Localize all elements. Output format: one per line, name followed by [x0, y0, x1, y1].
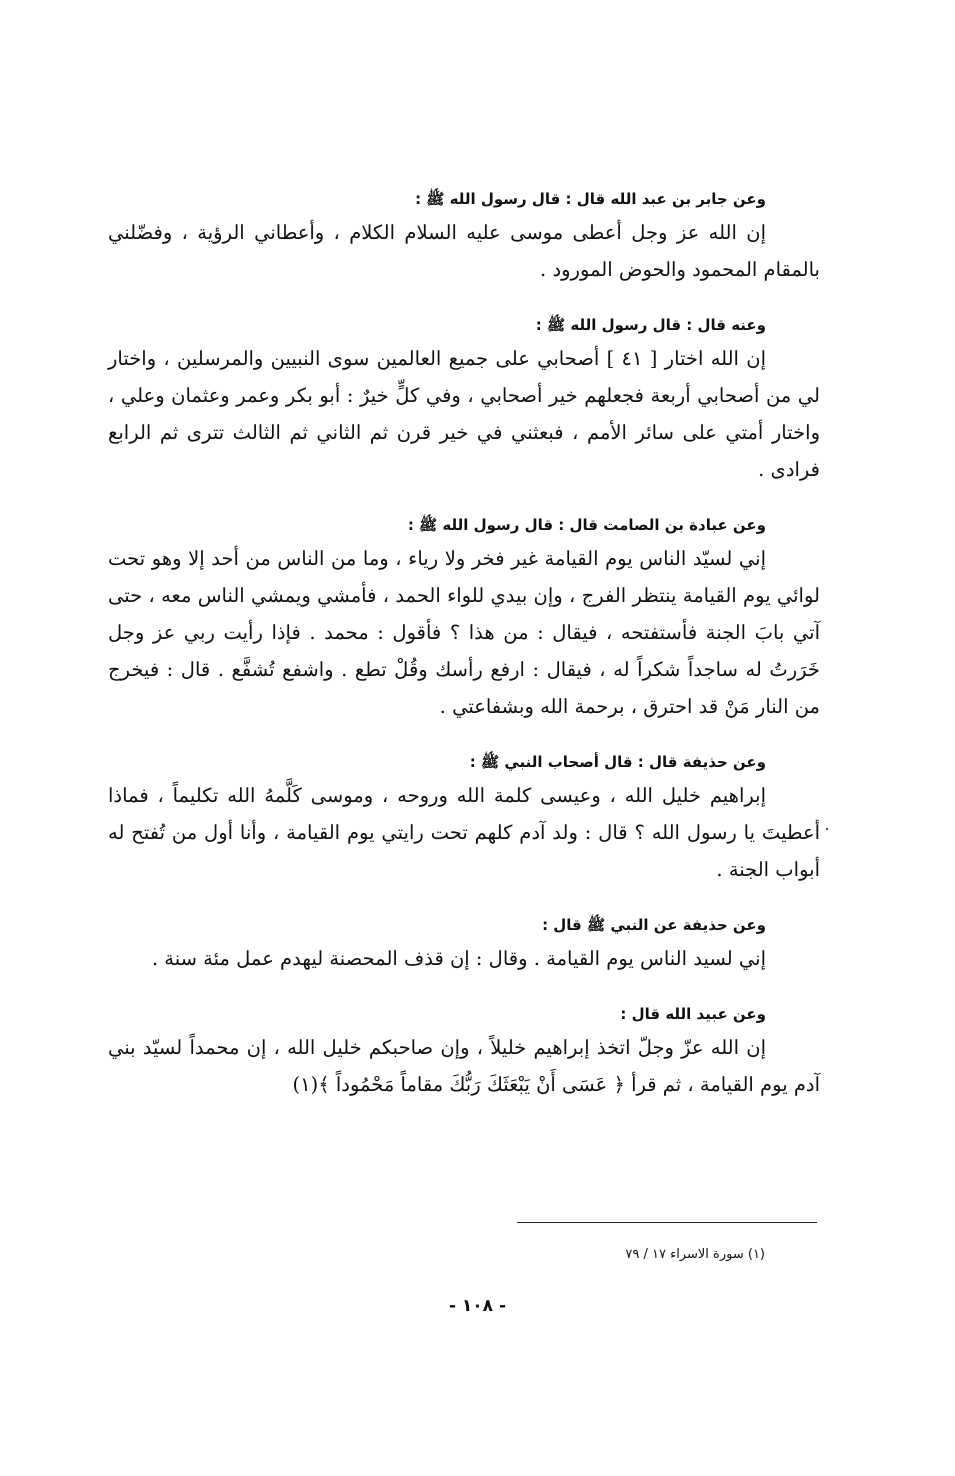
page-number: - ١٠٨ -	[448, 1296, 507, 1316]
hadith-5	[108, 914, 820, 977]
hadith-text: إبراهيم خليل الله ، وعيسى كلمة الله وروحه ، وموسى كَلَّمهُ الله تكليماً ، فماذا أعطيتَ يا رسول الله ؟ قال : ولد آدم كلهم تحت رايتي يوم القيامة ، وأنا أول من تُفتح له أبواب الجنة .	[108, 784, 820, 881]
hadith-4	[108, 751, 820, 888]
hadith-text: إن الله اختار [ ٤١ ] أصحابي على جميع العالمين سوى النبيين والمرسلين ، واختار لي من أصحابي أربعة فجعلهم خير أصحابي ، وفي كلٍّ خيرٌ : أبو بكر وعمر وعثمان وعلي ، واختار أمتي على سائر الأمم ، فبعثني في خير قرن ثم الثاني ثم الثالث تترى ثم الرابع فرادى .	[108, 347, 820, 481]
hadith-heading: وعن عبيد الله قال :	[620, 1005, 766, 1023]
footnote: (١) سورة الاسراء ١٧ / ٧٩	[625, 1247, 765, 1262]
hadith-heading: وعن جابر بن عبد الله قال : قال رسول الله ﷺ :	[415, 190, 766, 208]
footnote-divider	[517, 1222, 817, 1223]
hadith-heading: وعن عبادة بن الصامت قال : قال رسول الله ﷺ :	[407, 516, 766, 534]
hadith-1	[108, 188, 820, 288]
hadith-text: إني لسيّد الناس يوم القيامة غير فخر ولا رياء ، وما من الناس من أحد إلا وهو تحت لوائي يوم القيامة ينتظر الفرج ، وإن بيدي للواء الحمد ، فأمشي ويمشي الناس معه ، حتى آتي بابَ الجنة فأستفتحه ، فيقال : من هذا ؟ فأقول : محمد . فإذا رأيت ربي عز وجل خَرَرتُ له ساجداً شكراً له ، فيقال : ارفع رأسك وقُلْ تطع . واشفع تُشفَّع . قال : فيخرج من النار مَنْ قد احترق ، برحمة الله وبشفاعتي .	[108, 547, 820, 718]
hadith-3	[108, 514, 820, 725]
margin-speck	[826, 828, 828, 830]
hadith-2	[108, 314, 820, 488]
hadith-text: إني لسيد الناس يوم القيامة . وقال : إن قذف المحصنة ليهدم عمل مئة سنة .	[151, 947, 766, 970]
hadith-heading: وعن حذيفة قال : قال أصحاب النبي ﷺ :	[469, 753, 766, 771]
hadith-heading: وعنه قال : قال رسول الله ﷺ :	[535, 316, 766, 334]
hadith-heading: وعن حذيفة عن النبي ﷺ قال :	[542, 916, 766, 934]
hadith-text: إن الله عزّ وجلّ اتخذ إبراهيم خليلاً ، وإن صاحبكم خليل الله ، إن محمداً لسيّد بني آدم يوم القيامة ، ثم قرأ ﴿ عَسَى أَنْ يَبْعَثَكَ رَبُّكَ مقاماً مَحْمُوداً ﴾(١)	[108, 1036, 820, 1096]
hadith-6	[108, 1003, 820, 1103]
hadith-text: إن الله عز وجل أعطى موسى عليه السلام الكلام ، وأعطاني الرؤية ، وفضّلني بالمقام المحمود والحوض المورود .	[108, 221, 820, 281]
text-column	[108, 188, 820, 1129]
